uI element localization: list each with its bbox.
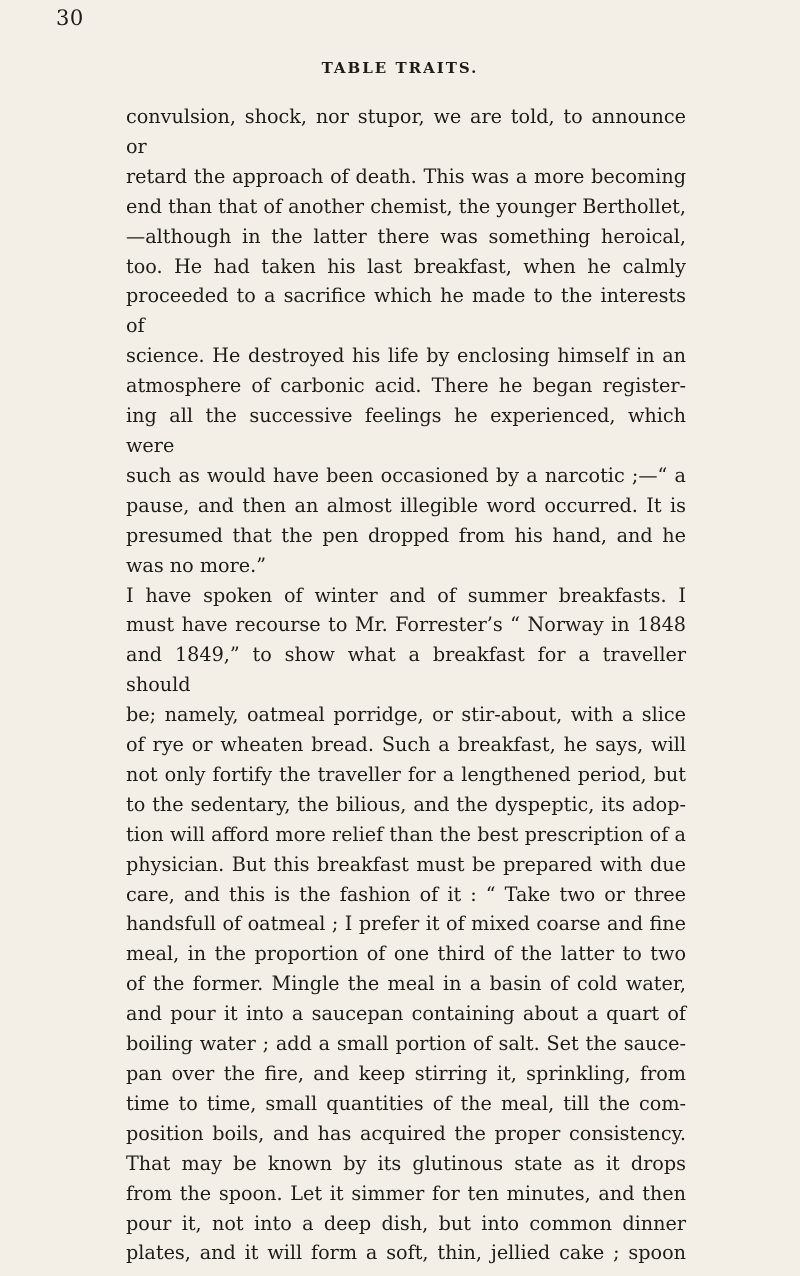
text-line: presumed that the pen dropped from his hand, and he bbox=[126, 523, 686, 547]
text-line: pour it, not into a deep dish, but into common dinner bbox=[126, 1211, 686, 1235]
text-line: That may be known by its glutinous state as it drops bbox=[126, 1151, 686, 1175]
text-line: pause, and then an almost illegible word occurred. It is bbox=[126, 493, 686, 517]
text-line: ing all the successive feelings he experienced, which were bbox=[126, 404, 686, 457]
page-number: 30 bbox=[56, 6, 84, 30]
text-line: science. He destroyed his life by enclosing himself in an bbox=[126, 344, 686, 368]
text-line: time to time, small quantities of the meal, till the com- bbox=[126, 1091, 686, 1115]
text-line: must have recourse to Mr. Forrester’s “ Norway in 1848 bbox=[126, 613, 686, 637]
text-line: end than that of another chemist, the younger Berthollet, bbox=[126, 194, 686, 218]
text-line: be; namely, oatmeal porridge, or stir-about, with a slice bbox=[126, 703, 686, 727]
text-line: not only fortify the traveller for a lengthened period, but bbox=[126, 762, 686, 786]
text-line: care, and this is the fashion of it : “ Take two or three bbox=[126, 882, 686, 906]
text-line: meal, in the proportion of one third of the latter to two bbox=[126, 942, 686, 966]
text-line: of rye or wheaten bread. Such a breakfast, he says, will bbox=[126, 733, 686, 757]
text-line: to the sedentary, the bilious, and the dyspeptic, its adop- bbox=[126, 792, 686, 816]
text-line: convulsion, shock, nor stupor, we are told, to announce or bbox=[126, 105, 686, 158]
text-line: position boils, and has acquired the proper consistency. bbox=[126, 1121, 686, 1145]
text-line: I have spoken of winter and of summer breakfasts. I bbox=[126, 583, 686, 607]
text-line: plates, and it will form a soft, thin, jellied cake ; spoon bbox=[126, 1241, 686, 1265]
text-line: such as would have been occasioned by a narcotic ;—“ a bbox=[126, 463, 686, 487]
text-line: retard the approach of death. This was a more becoming bbox=[126, 164, 686, 188]
text-line: boiling water ; add a small portion of salt. Set the sauce- bbox=[126, 1032, 686, 1056]
text-line: from the spoon. Let it simmer for ten minutes, and then bbox=[126, 1181, 686, 1205]
text-line: and pour it into a saucepan containing about a quart of bbox=[126, 1002, 686, 1026]
text-line: handsfull of oatmeal ; I prefer it of mixed coarse and fine bbox=[126, 912, 686, 936]
running-title: TABLE TRAITS. bbox=[321, 59, 479, 77]
text-line: atmosphere of carbonic acid. There he began register- bbox=[126, 374, 686, 398]
text-line: tion will afford more relief than the best prescription of a bbox=[126, 822, 686, 846]
text-line: of the former. Mingle the meal in a basin of cold water, bbox=[126, 972, 686, 996]
text-line: pan over the fire, and keep stirring it, sprinkling, from bbox=[126, 1062, 686, 1085]
text-line: proceeded to a sacrifice which he made to the interests of bbox=[126, 284, 686, 338]
text-line: and 1849,” to show what a breakfast for a traveller should bbox=[126, 643, 686, 697]
text-line: —although in the latter there was something heroical, bbox=[126, 224, 686, 248]
text-line: too. He had taken his last breakfast, when he calmly bbox=[126, 254, 686, 278]
text-line: physician. But this breakfast must be prepared with due bbox=[126, 852, 686, 876]
text-line: was no more.” bbox=[126, 553, 266, 577]
body-text bbox=[126, 102, 686, 1268]
